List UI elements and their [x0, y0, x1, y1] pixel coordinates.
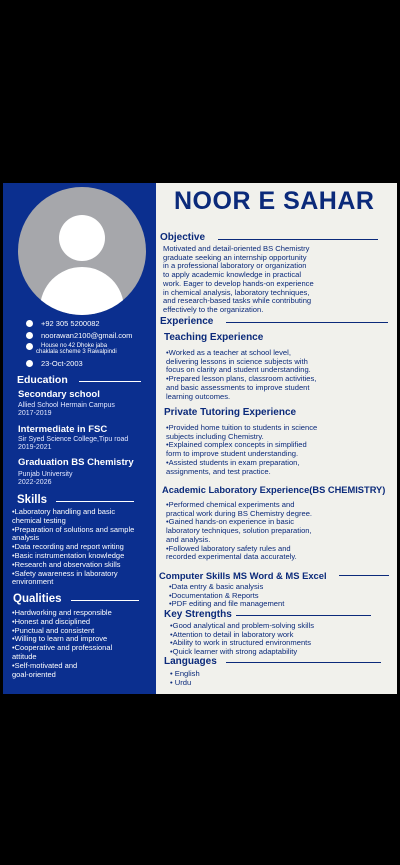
text-line: learning outcomes. [166, 391, 231, 401]
text-line: •Worked as a teacher at school level, [166, 348, 291, 357]
text-line: in chemical analysis, laboratory techniques, [163, 287, 310, 297]
education-title: Secondary school [18, 389, 100, 400]
avatar-body-icon [40, 267, 124, 315]
experience-heading: Experience [160, 316, 214, 327]
objective-text [163, 245, 395, 315]
text-line: •PDF editing and file management [169, 599, 285, 609]
list-item: •Cooperative and professional [12, 643, 113, 653]
address-line-1: House no 42 Dhoke jaba [41, 343, 108, 349]
text-line: delivering lessons in science subjects with [166, 356, 308, 366]
list-item: •Honest and disciplined [12, 616, 91, 626]
avatar [18, 187, 146, 315]
list-item: •Self-motivated and [12, 660, 78, 670]
teaching-text [166, 349, 395, 401]
text-line: •Quick learner with strong adaptability [170, 647, 298, 657]
resume-page [3, 183, 397, 694]
tutoring-text [166, 424, 395, 476]
qualities-divider [71, 600, 139, 601]
text-line: • English [170, 669, 200, 678]
bullet-icon [26, 360, 33, 367]
main-content [156, 183, 397, 694]
text-line: and basic assessments to improve student [166, 382, 310, 392]
education-years: 2017-2019 [18, 410, 52, 417]
qualities-heading: Qualities [13, 593, 62, 605]
education-divider [79, 381, 141, 382]
text-line: •Ability to work in structured environments [170, 638, 312, 648]
list-item: •Research and observation skills [12, 559, 121, 569]
languages-text [170, 670, 370, 687]
teaching-heading: Teaching Experience [164, 332, 264, 343]
text-line: subjects including Chemistry. [166, 431, 264, 441]
bullet-icon [26, 320, 33, 327]
languages-divider [226, 662, 381, 663]
strengths-divider [236, 615, 371, 616]
text-line: Motivated and detail-oriented BS Chemistry [163, 244, 310, 253]
text-line: •Explained complex concepts in simplified [166, 440, 307, 450]
text-line: recorded experimental data accurately. [166, 552, 297, 562]
lab-heading: Academic Laboratory Experience(BS CHEMISTRY) [162, 485, 386, 495]
list-item: goal-oriented [12, 669, 56, 679]
text-line: •Assisted students in exam preparation, [166, 457, 300, 467]
list-item: •Punctual and consistent [12, 625, 95, 635]
page-title: NOOR E SAHAR [174, 187, 375, 215]
list-item: •Hardworking and responsible [12, 608, 112, 617]
text-line: laboratory techniques, solution preparation, [166, 526, 312, 536]
address-line-2: chaklala scheme 3 Rawalpindi [36, 349, 117, 355]
list-item: •Laboratory handling and basic [12, 507, 116, 516]
text-line: •Provided home tuition to students in science [166, 423, 318, 432]
education-school: Sir Syed Science College,Tipu road [18, 436, 129, 443]
languages-heading: Languages [164, 656, 217, 667]
text-line: work. Eager to develop hands-on experience [163, 278, 314, 288]
list-item: •Preparation of solutions and sample [12, 524, 135, 534]
text-line: focus on clarity and student understanding. [166, 365, 311, 375]
skills-heading: Skills [17, 494, 48, 506]
text-line: practical work during BS Chemistry degree. [166, 508, 313, 518]
text-line: effectively to the organization. [163, 304, 264, 314]
bullet-icon [26, 332, 33, 339]
text-line: in a professional laboratory or organization [163, 261, 307, 271]
computer-skills-divider [339, 575, 389, 576]
text-line: •Documentation & Reports [169, 590, 259, 600]
bullet-icon [26, 343, 33, 350]
education-title: Intermediate in FSC [18, 424, 108, 435]
text-line: graduate seeking an internship opportunity [163, 252, 307, 262]
text-line: • Urdu [170, 677, 192, 687]
phone-text: +92 305 5200082 [41, 319, 100, 328]
list-item: •Basic instrumentation knowledge [12, 550, 125, 560]
education-school: Allied School Hermain Campus [18, 402, 115, 409]
list-item: •Safety awareness in laboratory [12, 568, 118, 578]
text-line: •Followed laboratory safety rules and [166, 543, 291, 553]
skills-divider [56, 501, 134, 502]
education-heading: Education [17, 374, 68, 386]
experience-divider [226, 322, 388, 323]
text-line: assignments, and test practice. [166, 466, 271, 476]
objective-heading: Objective [160, 232, 206, 243]
education-years: 2019-2021 [18, 444, 52, 451]
tutoring-heading: Private Tutoring Experience [164, 407, 297, 418]
email-text: noorawan2100@gmail.com [41, 331, 133, 340]
text-line: and research-based tasks while contributing [163, 296, 312, 306]
dob-text: 23-Oct-2003 [41, 359, 83, 368]
objective-divider [218, 239, 378, 240]
strengths-text [170, 622, 394, 657]
list-item: •Willing to learn and improve [12, 634, 108, 644]
text-line: to apply academic knowledge in practical [163, 270, 302, 280]
avatar-head-icon [59, 215, 105, 261]
skills-list [12, 508, 157, 587]
list-item: environment [12, 577, 54, 587]
text-line: •Attention to detail in laboratory work [170, 629, 294, 639]
education-school: Punjab University [18, 471, 73, 478]
text-line: •Data entry & basic analysis [169, 582, 264, 591]
education-title: Graduation BS Chemistry [18, 457, 134, 468]
list-item: •Data recording and report writing [12, 542, 124, 552]
education-years: 2022-2026 [18, 479, 52, 486]
list-item: chemical testing [12, 515, 66, 525]
text-line: •Performed chemical experiments and [166, 500, 295, 509]
list-item: analysis [12, 533, 40, 543]
list-item: attitude [12, 651, 37, 661]
text-line: •Gained hands-on experience in basic [166, 517, 295, 527]
text-line: and analysis. [166, 534, 211, 544]
qualities-list [12, 609, 157, 679]
text-line: form to improve student understanding. [166, 449, 299, 459]
lab-text [166, 501, 395, 562]
computer-skills-heading: Computer Skills MS Word & MS Excel [159, 570, 327, 581]
sidebar [3, 183, 156, 694]
text-line: •Good analytical and problem-solving skills [170, 621, 315, 630]
text-line: •Prepared lesson plans, classroom activities, [166, 374, 317, 384]
computer-skills-text [169, 583, 393, 609]
strengths-heading: Key Strengths [164, 609, 232, 620]
